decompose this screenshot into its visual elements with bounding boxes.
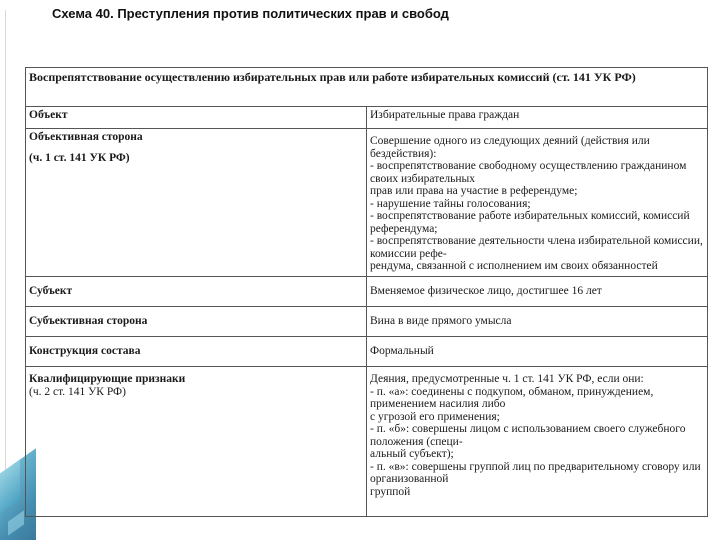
content-line: рендума, связанной с исполнением им своих обязанностей (370, 260, 658, 272)
content-line: - п. «в»: совершены группой лиц по предварительному сговору или организованной (370, 460, 701, 485)
row-label (26, 129, 367, 277)
content-line: Формальный (370, 345, 434, 358)
content-line: Вменяемое физическое лицо, достигшее 16 лет (370, 285, 602, 298)
row-label-reference: (ч. 2 ст. 141 УК РФ) (29, 385, 126, 398)
row-label-text: Субъективная сторона (29, 315, 148, 328)
row-content (367, 307, 708, 337)
table-row (26, 129, 708, 277)
row-label-text: Объективная сторона (29, 131, 143, 143)
content-line: - п. «б»: совершены лицом с использованием своего служебного положения (специ- (370, 423, 686, 448)
content-line: прав или права на участие в референдуме; (370, 185, 578, 197)
row-content (367, 107, 708, 129)
row-label (26, 307, 367, 337)
table-row (26, 307, 708, 337)
table-row (26, 277, 708, 307)
row-content (367, 367, 708, 517)
content-line: Избирательные права граждан (370, 109, 520, 121)
page-title: Схема 40. Преступления против политических прав и свобод (52, 6, 449, 21)
scheme-table (25, 67, 708, 517)
content-line: Деяния, предусмотренные ч. 1 ст. 141 УК РФ, если они: (370, 373, 644, 385)
row-content (367, 129, 708, 277)
content-line: - п. «а»: соединены с подкупом, обманом, принуждением, применением насилия либо (370, 385, 654, 410)
row-label-text: Субъект (29, 285, 73, 298)
row-label (26, 337, 367, 367)
table-row (26, 367, 708, 517)
content-line: - нарушение тайны голосования; (370, 197, 531, 210)
table-header: Воспрепятствование осуществлению избирательных прав или работе избирательных комиссий (ст. 141 УК РФ) (26, 68, 708, 107)
row-label-text: Объект (29, 109, 68, 121)
table-row (26, 337, 708, 367)
row-label (26, 277, 367, 307)
header-row (26, 68, 708, 107)
content-line: Совершение одного из следующих деяний (действия или бездействия): (370, 135, 650, 160)
content-line: альный субъект); (370, 448, 454, 460)
row-label (26, 107, 367, 129)
table-row (26, 107, 708, 129)
row-label-reference: (ч. 1 ст. 141 УК РФ) (29, 151, 130, 164)
content-line: группой (370, 485, 411, 498)
content-line: Вина в виде прямого умысла (370, 315, 512, 328)
content-line: - воспрепятствование свободному осуществлению гражданином своих избирательных (370, 160, 687, 185)
row-content (367, 337, 708, 367)
row-label (26, 367, 367, 517)
row-label-text: Квалифицирующие признаки (29, 373, 186, 385)
content-line: - воспрепятствование деятельности члена избирательной комиссии, комиссии рефе- (370, 235, 703, 260)
content-line: - воспрепятствование работе избирательных комиссий, комиссий референдума; (370, 210, 690, 235)
content-line: с угрозой его применения; (370, 410, 500, 423)
row-content (367, 277, 708, 307)
row-label-text: Конструкция состава (29, 345, 141, 358)
